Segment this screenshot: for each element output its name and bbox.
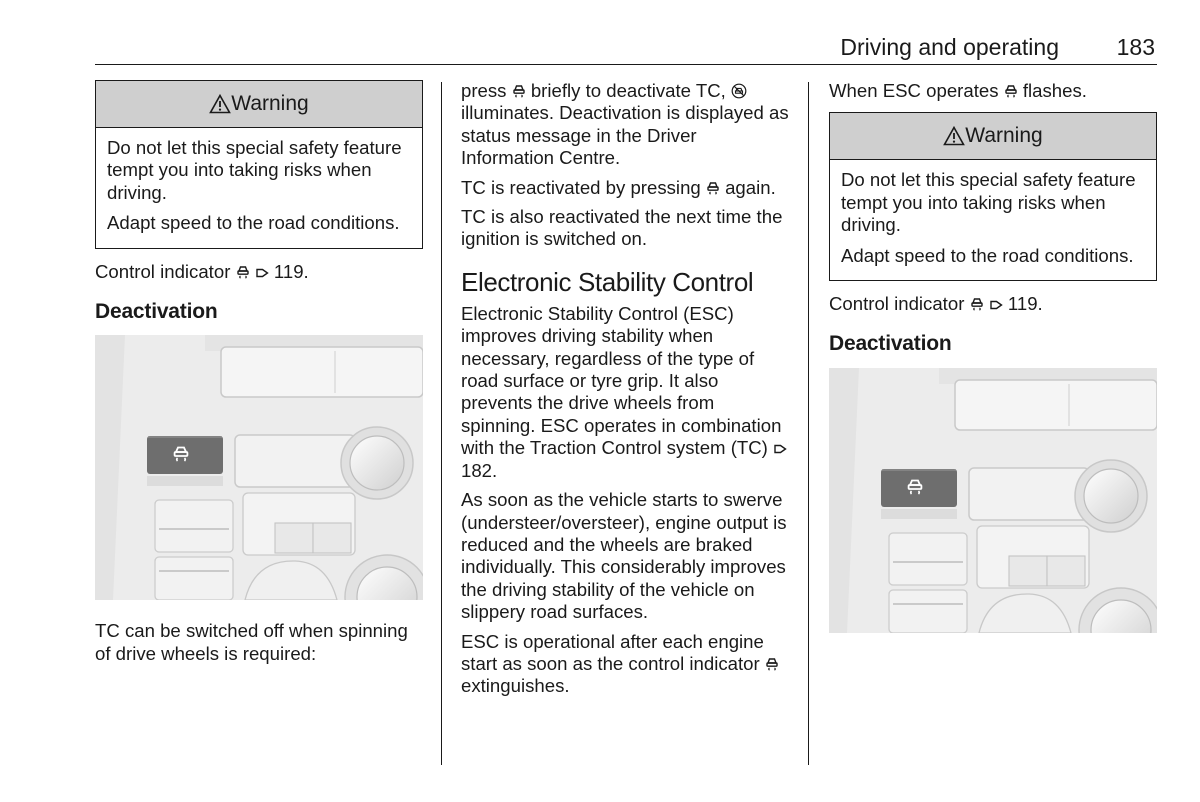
body-paragraph: When ESC operates flashes. bbox=[829, 80, 1087, 101]
traction-control-icon bbox=[1004, 83, 1018, 99]
warning-text: Adapt speed to the road conditions. bbox=[107, 212, 400, 234]
warning-body bbox=[96, 128, 422, 248]
traction-control-icon bbox=[706, 180, 720, 196]
control-indicator-line: Control indicator 119. bbox=[829, 293, 1043, 315]
control-indicator-line: Control indicator 119. bbox=[95, 260, 309, 282]
page-reference[interactable]: 119. bbox=[273, 260, 309, 282]
column-left bbox=[95, 80, 423, 672]
dashboard-tc-button-photo bbox=[829, 368, 1157, 633]
warning-title: Warning bbox=[231, 91, 309, 115]
body-paragraph: TC can be switched off when spinning of drive wheels is required: bbox=[95, 620, 408, 664]
page-number: 183 bbox=[1116, 34, 1155, 60]
traction-control-icon bbox=[765, 656, 779, 672]
warning-body bbox=[830, 160, 1156, 280]
warning-title: Warning bbox=[965, 124, 1043, 148]
warning-header bbox=[96, 81, 422, 128]
body-paragraph: TC is reactivated by pressing again. bbox=[461, 176, 776, 198]
traction-control-icon bbox=[512, 83, 526, 99]
warning-triangle-icon bbox=[209, 94, 231, 114]
warning-text: Do not let this special safety feature tempt you into taking risks when driving. bbox=[107, 137, 402, 203]
body-paragraph: TC is also reactivated the next time the ignition is switched on. bbox=[461, 206, 783, 250]
traction-control-icon bbox=[236, 264, 250, 280]
warning-triangle-icon bbox=[943, 126, 965, 146]
page-reference-icon bbox=[255, 266, 269, 280]
section-title: Driving and operating bbox=[840, 34, 1059, 60]
deactivation-heading: Deactivation bbox=[95, 300, 218, 324]
page-reference[interactable]: 119. bbox=[1007, 293, 1043, 315]
column-middle bbox=[461, 80, 791, 705]
traction-control-off-icon bbox=[731, 83, 747, 99]
warning-text: Do not let this special safety feature tempt you into taking risks when driving. bbox=[841, 169, 1136, 236]
column-divider bbox=[441, 82, 442, 765]
body-paragraph: Electronic Stability Control (ESC) improves driving stability when necessary, regardless of the type of road surface or tyre grip. It also prevents the drive wheels from spinning. ESC operates in combination with the Traction Control system (TC) 182. bbox=[461, 303, 791, 482]
warning-box bbox=[829, 112, 1157, 281]
warning-text: Adapt speed to the road conditions. bbox=[841, 244, 1134, 266]
body-paragraph: press briefly to deactivate TC, illuminates. Deactivation is displayed as status message in the Driver Information Centre. bbox=[461, 80, 789, 169]
esc-heading: Electronic Stability Control bbox=[461, 266, 754, 297]
body-paragraph: ESC is operational after each engine start as soon as the control indicator extinguishes. bbox=[461, 631, 791, 698]
warning-header bbox=[830, 113, 1156, 160]
warning-box bbox=[95, 80, 423, 249]
traction-control-icon bbox=[970, 296, 984, 312]
page-reference-icon bbox=[773, 442, 787, 456]
page-reference[interactable]: 182. bbox=[461, 459, 498, 481]
column-right bbox=[829, 80, 1157, 653]
body-paragraph: As soon as the vehicle starts to swerve (understeer/oversteer), engine output is reduced and the wheels are braked individually. This considerably improves the driving stability of the vehicle on slippery road surfaces. bbox=[461, 489, 787, 623]
page-header bbox=[95, 30, 1157, 65]
deactivation-heading: Deactivation bbox=[829, 332, 952, 356]
dashboard-tc-button-photo bbox=[95, 335, 423, 600]
column-divider bbox=[808, 82, 809, 765]
page-reference-icon bbox=[989, 298, 1003, 312]
